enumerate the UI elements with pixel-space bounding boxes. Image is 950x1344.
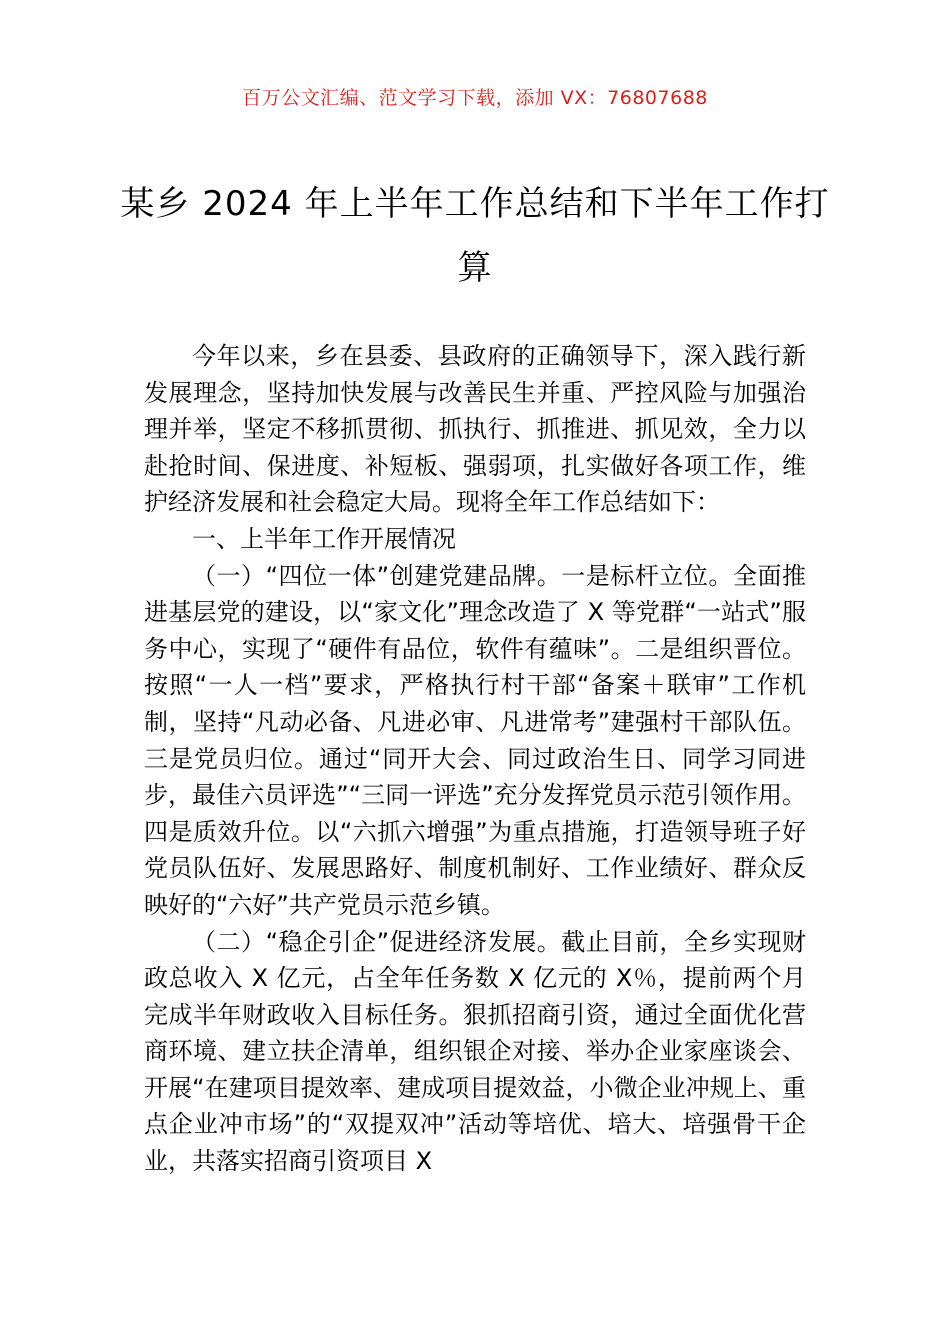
document-title: 某乡 2024 年上半年工作总结和下半年工作打算 — [120, 184, 830, 288]
document-body — [144, 338, 806, 1180]
intro-paragraph: 今年以来，乡在县委、县政府的正确领导下，深入践行新发展理念，坚持加快发展与改善民生并重、严控风险与加强治理并举，坚定不移抓贯彻、抓执行、抓推进、抓见效，全力以赴抢时间、保进度、补短板、强弱项，扎实做好各项工作，维护经济发展和社会稳定大局。现将全年工作总结如下： — [144, 342, 806, 517]
section-heading: 一、上半年工作开展情况 — [192, 524, 456, 553]
economy-paragraph: （二）“稳企引企”促进经济发展。截止目前，全乡实现财政总收入 X 亿元，占全年任务数 X 亿元的 X％，提前两个月完成半年财政收入目标任务。狠抓招商引资，通过全面优化营商环境、建立扶企清单，组织银企对接、举办企业家座谈会、开展“在建项目提效率、建成项目提效益，小微企业冲规上、重点企业冲市场”的“双提双冲”活动等培优、培大、培强骨干企业，共落实招商引资项目 X — [144, 927, 806, 1176]
watermark-header: 百万公文汇编、范文学习下载，添加 VX：76807688 — [242, 87, 708, 109]
party-building-paragraph: （一）“四位一体”创建党建品牌。一是标杆立位。全面推进基层党的建设，以“家文化”理念改造了 X 等党群“一站式”服务中心，实现了“硬件有品位，软件有蕴味”。二是组织晋位。按照“一人一档”要求，严格执行村干部“备案＋联审”工作机制，坚持“凡动必备、凡进必审、凡进常考”建强村干部队伍。三是党员归位。通过“同开大会、同过政治生日、同学习同进步，最佳六员评选”“三同一评选”充分发挥党员示范引领作用。四是质效升位。以“六抓六增强”为重点措施，打造领导班子好党员队伍好、发展思路好、制度机制好、工作业绩好、群众反映好的“六好”共产党员示范乡镇。 — [144, 561, 806, 919]
